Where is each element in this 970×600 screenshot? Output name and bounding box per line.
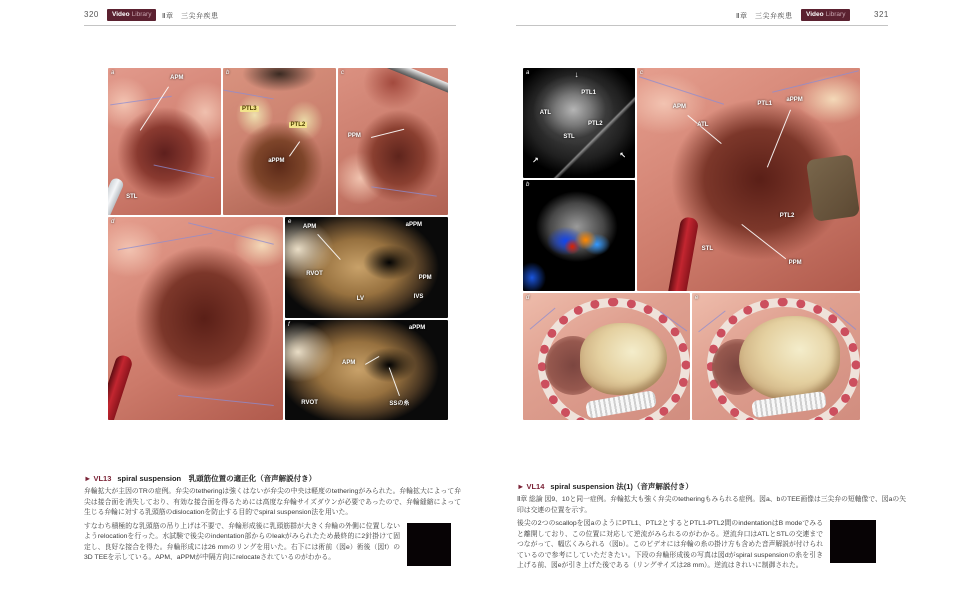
anatomy-label-appm: aPPM [268, 157, 285, 164]
anatomy-label-ptl2: PTL2 [290, 122, 306, 129]
suture-thread [117, 233, 212, 251]
panel-letter: e [695, 295, 699, 301]
caption-vl14 [517, 481, 906, 572]
anatomy-label-atl: ATL [697, 121, 709, 128]
play-marker-icon: ► [517, 482, 525, 491]
figure-panel-right-d [523, 293, 690, 420]
video-code: VL14 [526, 482, 545, 491]
panel-letter: a [526, 70, 530, 76]
anatomy-label-ptl2: PTL2 [779, 212, 795, 219]
suture-thread [178, 395, 274, 406]
anatomy-label-ptl3: PTL3 [241, 106, 257, 113]
anatomy-label-ptl1: PTL1 [581, 90, 596, 96]
anatomy-label-appm: aPPM [408, 325, 426, 331]
panel-letter: b [526, 182, 530, 188]
panel-letter: d [111, 219, 115, 225]
leader-line [389, 367, 400, 396]
suction-tube [108, 353, 134, 420]
page-number-right: 321 [874, 10, 889, 19]
suture-thread [639, 77, 724, 106]
leader-line [140, 87, 169, 131]
suture-thread [223, 90, 273, 100]
caption-body-2-wrap [517, 519, 906, 572]
panel-letter: c [640, 70, 643, 76]
valve-leaflets [739, 316, 840, 400]
caption-body-2: すなわち積極的な乳頭筋の吊り上げは不要で、弁輪形成後に乳頭筋群が大きく弁輪の外側に位置しないようrelocationを行った。水試験で後尖のindentation部からのleakがみられたため最終的に2針掛けて固定し、良好な接合を得た。弁輪形成には26 mmのリングを用いた。右下には術前（図e）術後（図f）の3D TEEを示している。APM、aPPMが中隔方向にrelocateされているのがわかる。 [84, 522, 400, 562]
panel-letter: c [341, 70, 344, 76]
echo-arrow-bottom-right: ↖ [619, 151, 627, 161]
video-qr-placeholder [407, 523, 451, 566]
anatomy-label-apm: APM [672, 103, 687, 110]
anatomy-label-lv: LV [356, 295, 364, 302]
video-library-badge-right [801, 9, 850, 21]
anatomy-label-ivs: IVS [413, 293, 424, 300]
caption-title-text: spiral suspension 乳頭筋位置の適正化（音声解説付き） [117, 474, 317, 483]
anatomy-label-ppm: PPM [788, 259, 802, 266]
video-qr-placeholder [830, 520, 876, 563]
surgical-forceps [385, 68, 448, 94]
caption-title-text: spiral suspension 法(1)（音声解説付き） [550, 482, 693, 491]
anatomy-label-rvot: RVOT [301, 400, 318, 406]
anatomy-label-ppm: PPM [418, 274, 432, 281]
leader-line [767, 110, 791, 168]
figure-panel-right-e [692, 293, 860, 420]
caption-body-2: 後尖の2つのscallopを図aのようにPTL1、PTL2とするとPTL1-PTL2間のindentationはB modeでみると離開しており、この位置に対応して逆流がみられるのがわかる。逆流弁口はATLとSTLの交連までつながって、幅広くみられる（図b）。このビデオには弁輪の糸の掛け方も含めた音声解説が付けられているので参考にしていただきたい。下段の弁輪形成後の写真は図dがspiral suspensionの糸を引き上げる前、図eが引き上げた後である（リングサイズは28 mm）。逆流はきれいに制御された。 [517, 520, 823, 570]
figure-panel-left-f [285, 320, 448, 420]
valve-leaflets [580, 323, 667, 394]
anatomy-label-apm: APM [170, 75, 184, 82]
play-marker-icon: ► [84, 474, 92, 483]
caption-body-1: 弁輪拡大が主因のTRの症例。弁尖のtetheringは強くはないが弁尖の中央は軽度のtetheringがみられた。弁輪拡大によって弁尖は接合面を消失しており、有効な接合面を得るためには高度な弁輪サイズダウンが必要であったので、弁輪縫縮によって生じる弁輪に対する乳頭筋のdislocationを防止する目的でspiral suspension法を用いた。 [84, 488, 461, 517]
echo-arrow-bottom-left: ↗ [531, 155, 539, 165]
echo-arrow-top: ↓ [574, 70, 579, 80]
header-rule-left [84, 25, 456, 26]
chapter-label-right: Ⅱ章 三尖弁疾患 [736, 13, 793, 20]
anatomy-label-ppm: PPM [347, 132, 361, 139]
badge-word-video: Video [112, 11, 130, 18]
badge-word-library: Library [131, 11, 152, 18]
caption-vl13 [84, 473, 461, 568]
suction-tube [108, 177, 125, 215]
anatomy-label-ptl2: PTL2 [587, 120, 603, 127]
anatomy-label-rvot: RVOT [306, 270, 323, 277]
suture-thread [154, 164, 215, 178]
suture-thread [772, 71, 859, 94]
figure-panel-left-b [223, 68, 336, 215]
caption-title [517, 481, 906, 492]
retractor-paddle [806, 154, 860, 222]
anatomy-label-ss-thread: SSの糸 [389, 401, 410, 407]
chapter-label-left: Ⅱ章 三尖弁疾患 [162, 13, 219, 20]
header-rule-right [516, 25, 888, 26]
anatomy-label-apm: APM [342, 360, 356, 366]
anatomy-label-appm: aPPM [786, 96, 803, 103]
figure-panel-left-d [108, 217, 283, 420]
suture-thread [371, 187, 436, 197]
leader-line [317, 234, 340, 260]
panel-letter: d [526, 295, 530, 301]
suction-tube [664, 216, 698, 291]
caption-body-1: Ⅱ章 総論 図9、10と同一症例。弁輪拡大も強く弁尖のtetheringもみられる症例。図a、bのTEE画像は三尖弁の短軸像で、図aの矢印は交連の位置を示す。 [517, 496, 906, 514]
anatomy-label-atl: ATL [539, 109, 552, 116]
anatomy-label-appm: aPPM [405, 222, 422, 229]
video-code: VL13 [93, 474, 112, 483]
anatomy-label-ptl1: PTL1 [757, 101, 773, 108]
figure-panel-right-b [523, 180, 635, 291]
figure-panel-right-a [523, 68, 635, 178]
figure-panel-left-c [338, 68, 448, 215]
leader-line [741, 224, 786, 259]
anatomy-label-stl: STL [701, 246, 713, 253]
panel-letter: f [288, 322, 290, 328]
figure-panel-left-e [285, 217, 448, 318]
suture-thread [110, 96, 172, 106]
badge-word-library: Library [825, 11, 846, 18]
video-library-badge-left [107, 9, 156, 21]
figure-panel-left-a [108, 68, 221, 215]
caption-title [84, 473, 461, 484]
anatomy-label-stl: STL [563, 134, 575, 140]
badge-word-video: Video [806, 11, 824, 18]
anatomy-label-apm: APM [302, 224, 317, 231]
leader-line [688, 115, 722, 144]
panel-letter: b [226, 70, 230, 76]
panel-letter: a [111, 70, 115, 76]
page-number-left: 320 [84, 10, 99, 19]
leader-line [371, 129, 404, 138]
panel-letter: e [288, 219, 292, 225]
caption-body-2-wrap [84, 522, 461, 564]
leader-line [365, 356, 379, 365]
figure-panel-right-c [637, 68, 860, 291]
leader-line [289, 141, 300, 156]
anatomy-label-stl: STL [126, 194, 138, 201]
